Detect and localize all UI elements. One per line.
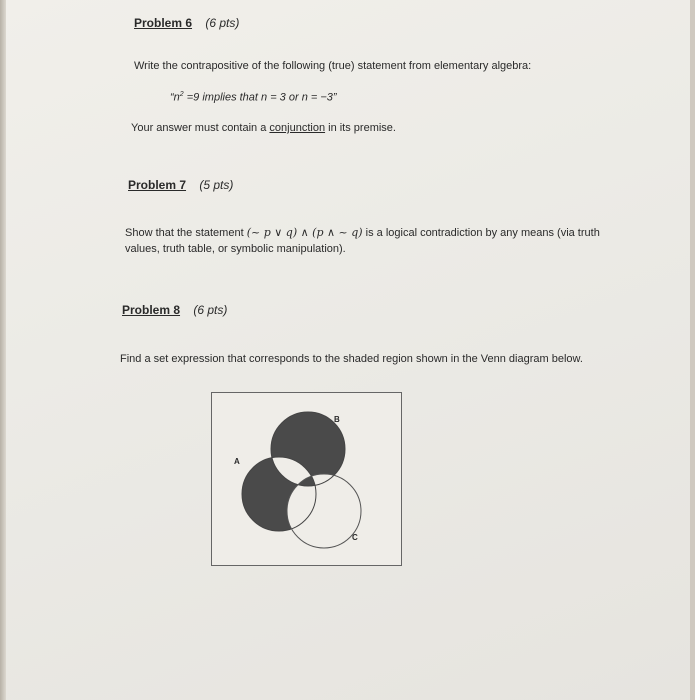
note-conjunction: conjunction	[269, 122, 326, 134]
venn-svg	[212, 393, 401, 565]
problem-7-points: (5 pts)	[199, 178, 234, 192]
line1-prefix: Show that the statement	[125, 227, 247, 239]
problem-6-points: (6 pts)	[205, 16, 240, 30]
problem-6-prompt: Write the contrapositive of the following (true) statement from elementary algebra:	[134, 60, 532, 72]
venn-label-a: A	[234, 457, 240, 466]
paper-sheet	[4, 0, 690, 700]
problem-6-note	[131, 122, 396, 134]
problem-7-header	[128, 178, 233, 192]
line1-suffix: is a logical contradiction by any means (via truth	[362, 227, 600, 239]
problem-8-header	[122, 303, 227, 317]
statement-rest: =9 implies that n = 3 or n = −3”	[183, 91, 337, 104]
statement-exponent: 2	[179, 91, 184, 98]
problem-6-header	[134, 16, 239, 30]
statement-open: “n	[170, 91, 180, 104]
venn-diagram	[211, 392, 402, 566]
note-prefix: Your answer must contain a	[131, 122, 270, 134]
problem-7-line-2: values, truth table, or symbolic manipulation).	[125, 243, 346, 255]
problem-7-line-1	[125, 226, 600, 239]
problem-8-points: (6 pts)	[193, 303, 228, 317]
venn-label-c: C	[352, 533, 358, 542]
logic-expression: (~ p ∨ q) ∧ (p ∧ ~ q)	[246, 226, 363, 239]
problem-8-title: Problem 8	[122, 303, 181, 317]
problem-6-statement	[170, 91, 337, 104]
venn-label-b: B	[334, 415, 340, 424]
problem-8-prompt: Find a set expression that corresponds to the shaded region shown in the Venn diagram below.	[120, 353, 583, 365]
note-suffix: in its premise.	[325, 122, 396, 134]
problem-6-title: Problem 6	[134, 16, 193, 30]
problem-7-title: Problem 7	[128, 178, 187, 192]
paper-edge	[0, 0, 6, 700]
